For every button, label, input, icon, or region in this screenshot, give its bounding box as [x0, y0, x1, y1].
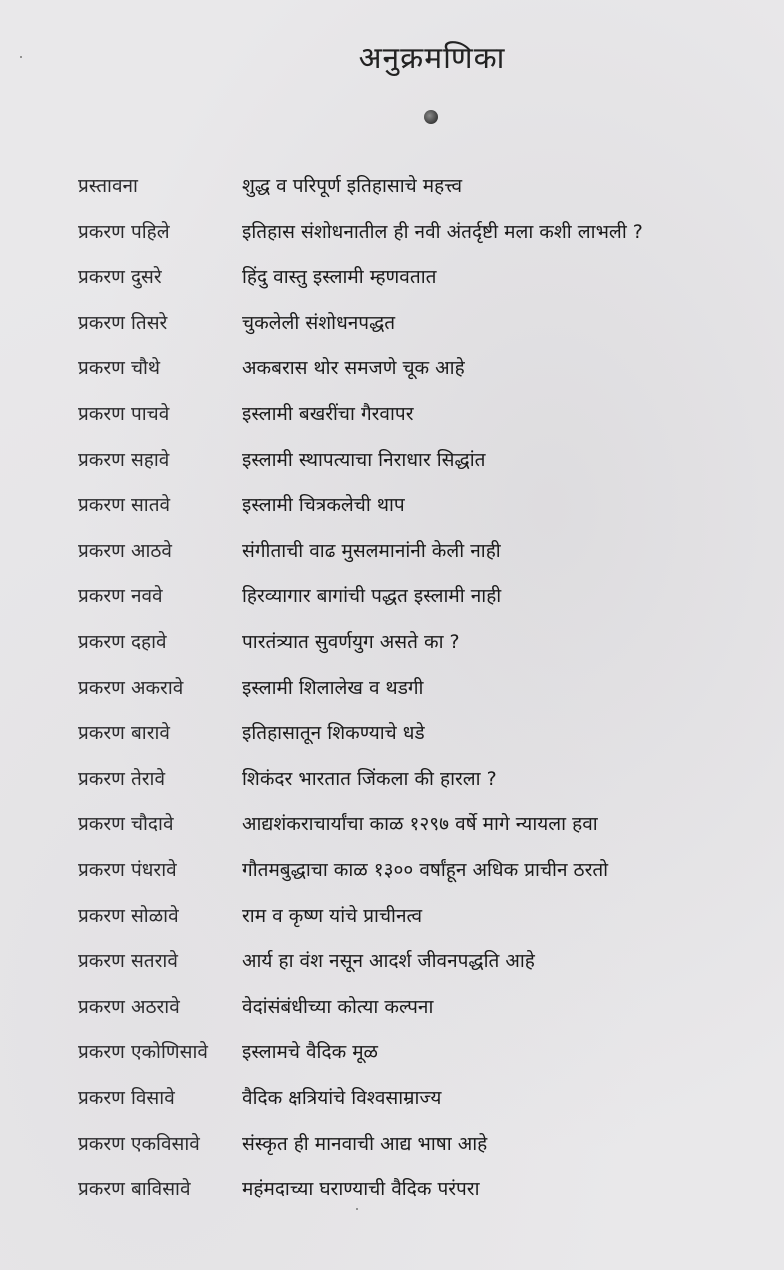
chapter-title: इतिहास संशोधनातील ही नवी अंतर्दृष्टी मला कशी लाभली ?	[242, 220, 643, 243]
toc-row	[0, 1032, 784, 1072]
chapter-label: प्रकरण सतरावे	[78, 950, 178, 973]
chapter-label: प्रकरण दहावे	[78, 631, 167, 653]
chapter-title: राम व कृष्ण यांचे प्राचीनत्व	[242, 904, 423, 927]
toc-row	[0, 303, 784, 343]
chapter-title: इस्लामी शिलालेख व थडगी	[242, 676, 424, 699]
chapter-title: हिरव्यागार बागांची पद्धत इस्लामी नाही	[242, 585, 502, 608]
chapter-label: प्रकरण तेरावे	[78, 767, 166, 790]
chapter-title: पारतंत्र्यात सुवर्णयुग असते का ?	[242, 631, 460, 653]
toc-row	[0, 713, 784, 753]
chapter-label: प्रकरण नववे	[78, 585, 163, 608]
toc-row	[0, 896, 784, 936]
chapter-title: इस्लामी स्थापत्याचा निराधार सिद्धांत	[242, 448, 486, 471]
page-title: अनुक्रमणिका	[358, 41, 506, 76]
chapter-title: चुकलेली संशोधनपद्धत	[242, 311, 396, 334]
toc-row	[0, 531, 784, 571]
toc-row	[0, 622, 784, 662]
chapter-title: वेदांसंबंधीच्या कोत्या कल्पना	[242, 995, 434, 1018]
toc-row	[0, 1124, 784, 1164]
chapter-title: आद्यशंकराचार्यांचा काळ १२९७ वर्षे मागे न्यायला हवा	[242, 813, 598, 836]
toc-row	[0, 485, 784, 525]
chapter-title: इतिहासातून शिकण्याचे धडे	[242, 722, 425, 745]
toc-row	[0, 668, 784, 708]
toc-row	[0, 850, 784, 890]
toc-row	[0, 166, 784, 206]
chapter-label: प्रकरण सोळावे	[78, 904, 179, 927]
chapter-label: प्रस्तावना	[78, 175, 138, 197]
chapter-title: महंमदाच्या घराण्याची वैदिक परंपरा	[242, 1178, 480, 1201]
chapter-label: प्रकरण एकविसावे	[78, 1132, 200, 1155]
chapter-label: प्रकरण बारावे	[78, 722, 170, 745]
chapter-label: प्रकरण पहिले	[78, 220, 170, 243]
toc-row	[0, 257, 784, 297]
chapter-label: प्रकरण विसावे	[78, 1087, 175, 1109]
toc-row	[0, 576, 784, 616]
chapter-title: आर्य हा वंश नसून आदर्श जीवनपद्धति आहे	[242, 950, 535, 973]
paper-speck	[356, 1208, 358, 1210]
chapter-label: प्रकरण चौथे	[78, 357, 161, 380]
chapter-title: शुद्ध व परिपूर्ण इतिहासाचे महत्त्व	[242, 175, 463, 197]
chapter-title: इस्लामी चित्रकलेची थाप	[242, 494, 405, 517]
chapter-title: गौतमबुद्धाचा काळ १३०० वर्षांहून अधिक प्राचीन ठरतो	[242, 859, 609, 881]
chapter-title: इस्लामी बखरींचा गैरवापर	[242, 403, 414, 425]
chapter-title: वैदिक क्षत्रियांचे विश्वसाम्राज्य	[242, 1087, 442, 1109]
chapter-label: प्रकरण पंधरावे	[78, 859, 177, 881]
toc-row	[0, 804, 784, 844]
chapter-label: प्रकरण अकरावे	[78, 676, 184, 699]
flower-ornament-icon	[424, 110, 438, 124]
chapter-label: प्रकरण अठरावे	[78, 995, 180, 1018]
paper-speck	[20, 56, 22, 58]
toc-row	[0, 348, 784, 388]
chapter-label: प्रकरण एकोणिसावे	[78, 1041, 208, 1064]
toc-row	[0, 1169, 784, 1209]
toc-row	[0, 440, 784, 480]
chapter-label: प्रकरण पाचवे	[78, 403, 170, 425]
chapter-label: प्रकरण तिसरे	[78, 311, 168, 334]
chapter-title: अकबरास थोर समजणे चूक आहे	[242, 357, 465, 380]
toc-row	[0, 394, 784, 434]
chapter-title: संगीताची वाढ मुसलमानांनी केली नाही	[242, 539, 501, 562]
toc-row	[0, 941, 784, 981]
toc-row	[0, 212, 784, 252]
toc-row	[0, 1078, 784, 1118]
chapter-label: प्रकरण बाविसावे	[78, 1178, 191, 1201]
chapter-title: शिकंदर भारतात जिंकला की हारला ?	[242, 767, 497, 790]
chapter-label: प्रकरण आठवे	[78, 539, 172, 562]
chapter-title: हिंदु वास्तु इस्लामी म्हणवतात	[242, 266, 437, 289]
chapter-label: प्रकरण दुसरे	[78, 266, 162, 289]
chapter-label: प्रकरण सातवे	[78, 494, 171, 517]
chapter-title: इस्लामचे वैदिक मूळ	[242, 1041, 378, 1064]
chapter-title: संस्कृत ही मानवाची आद्य भाषा आहे	[242, 1132, 488, 1155]
chapter-label: प्रकरण सहावे	[78, 448, 170, 471]
chapter-label: प्रकरण चौदावे	[78, 813, 174, 836]
toc-row	[0, 987, 784, 1027]
toc-row	[0, 759, 784, 799]
